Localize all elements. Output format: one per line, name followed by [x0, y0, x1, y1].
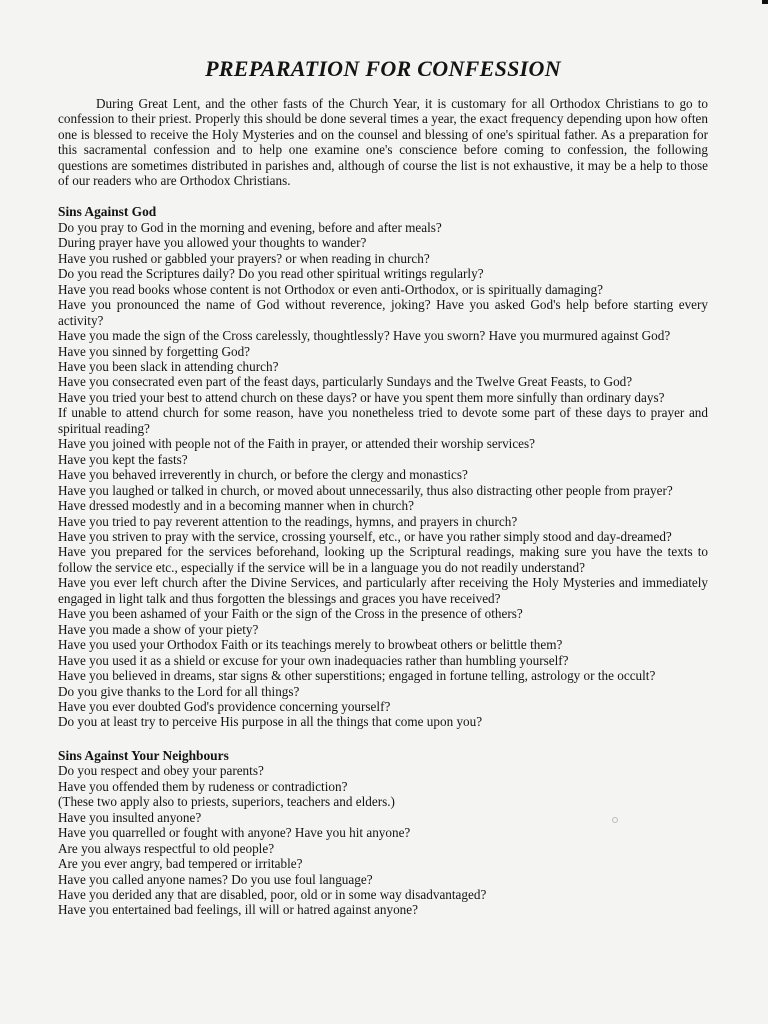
question-list — [58, 763, 708, 918]
question-item: Are you always respectful to old people? — [58, 840, 275, 856]
question-item: Have you been slack in attending church? — [58, 359, 279, 375]
question-item: Have you striven to pray with the service, crossing yourself, etc., or have you rather simply stood and day-dreamed? — [58, 529, 672, 544]
question-item: Have you entertained bad feelings, ill will or hatred against anyone? — [58, 902, 418, 918]
question-item: Have you made a show of your piety? — [58, 621, 259, 637]
question-item: Do you at least try to perceive His purpose in all the things that come upon you? — [58, 714, 483, 730]
section-heading: Sins Against Your Neighbours — [58, 747, 229, 763]
question-item: Have you ever left church after the Divine Services, and particularly after receiving the Holy Mysteries and immediately engaged in light talk and thus forgotten the blessings and graces you have received? — [58, 575, 708, 606]
question-item: Have dressed modestly and in a becoming manner when in church? — [58, 498, 414, 514]
question-item: Have you made the sign of the Cross carelessly, thoughtlessly? Have you sworn? Have you murmured against God? — [58, 328, 671, 344]
question-item: Have you called anyone names? Do you use foul language? — [58, 871, 373, 887]
question-item: Have you tried to pay reverent attention to the readings, hymns, and prayers in church? — [58, 513, 518, 529]
question-item: Have you used it as a shield or excuse for your own inadequacies rather than humbling yourself? — [58, 652, 569, 668]
question-item: If unable to attend church for some reason, have you nonetheless tried to devote some part of these days to prayer and spiritual reading? — [58, 405, 708, 436]
question-item: Have you rushed or gabbled your prayers? or when reading in church? — [58, 250, 430, 266]
intro-paragraph: During Great Lent, and the other fasts of the Church Year, it is customary for all Orthodox Christians to go to confession to their priest. Properly this should be done several times a year, the exact frequency depending upon how often one is blessed to receive the Holy Mysteries and on the counsel and blessing of one's spiritual father. As a preparation for this sacramental confession and to help one examine one's conscience before coming to confession, the following questions are sometimes distributed in parishes and, although of course the list is not exhaustive, it may be a help to those of our readers who are Orthodox Christians. — [58, 96, 708, 189]
question-item: Have you prepared for the services beforehand, looking up the Scriptural readings, making sure you have the texts to follow the service etc., especially if the service will be in a language you do not readily understand? — [58, 544, 708, 575]
question-item: Have you ever doubted God's providence concerning yourself? — [58, 698, 391, 714]
question-item: Have you joined with people not of the Faith in prayer, or attended their worship services? — [58, 436, 536, 452]
question-item: Do you read the Scriptures daily? Do you read other spiritual writings regularly? — [58, 266, 484, 282]
question-item: Have you tried your best to attend church on these days? or have you spent them more sinfully than ordinary days? — [58, 389, 665, 405]
question-item: Have you insulted anyone? — [58, 809, 202, 825]
question-item: Have you kept the fasts? — [58, 451, 188, 467]
document-title: PREPARATION FOR CONFESSION — [205, 56, 561, 81]
question-item: Have you derided any that are disabled, poor, old or in some way disadvantaged? — [58, 887, 487, 903]
question-item: Have you read books whose content is not Orthodox or even anti-Orthodox, or is spiritually damaging? — [58, 281, 603, 297]
question-item: Have you offended them by rudeness or contradiction? — [58, 778, 348, 794]
question-item: Have you used your Orthodox Faith or its teachings merely to browbeat others or belittle them? — [58, 637, 563, 653]
question-item: Are you ever angry, bad tempered or irritable? — [58, 856, 303, 872]
question-item: Have you consecrated even part of the feast days, particularly Sundays and the Twelve Great Feasts, to God? — [58, 374, 633, 390]
section-sins-against-god — [58, 204, 708, 729]
document-page — [58, 0, 708, 918]
question-item: Have you been ashamed of your Faith or the sign of the Cross in the presence of others? — [58, 606, 523, 622]
question-item: Have you laughed or talked in church, or moved about unnecessarily, thus also distracting other people from prayer? — [58, 482, 673, 498]
question-item: (These two apply also to priests, superiors, teachers and elders.) — [58, 794, 395, 810]
question-list — [58, 220, 708, 730]
question-item: Have you behaved irreverently in church, or before the clergy and monastics? — [58, 467, 468, 483]
question-item: Have you believed in dreams, star signs & other superstitions; engaged in fortune telling, astrology or the occult? — [58, 668, 656, 684]
question-item: Have you sinned by forgetting God? — [58, 343, 251, 359]
question-item: Have you pronounced the name of God without reverence, joking? Have you asked God's help before starting every activity? — [58, 297, 708, 328]
question-item: Do you respect and obey your parents? — [58, 763, 264, 779]
question-item: Have you quarrelled or fought with anyone? Have you hit anyone? — [58, 825, 411, 841]
question-item: Do you pray to God in the morning and evening, before and after meals? — [58, 219, 442, 235]
question-item: During prayer have you allowed your thoughts to wander? — [58, 235, 367, 251]
section-heading: Sins Against God — [58, 204, 157, 220]
section-sins-against-neighbours — [58, 748, 708, 918]
question-item: Do you give thanks to the Lord for all things? — [58, 683, 300, 699]
scan-edge-mark — [762, 0, 768, 4]
